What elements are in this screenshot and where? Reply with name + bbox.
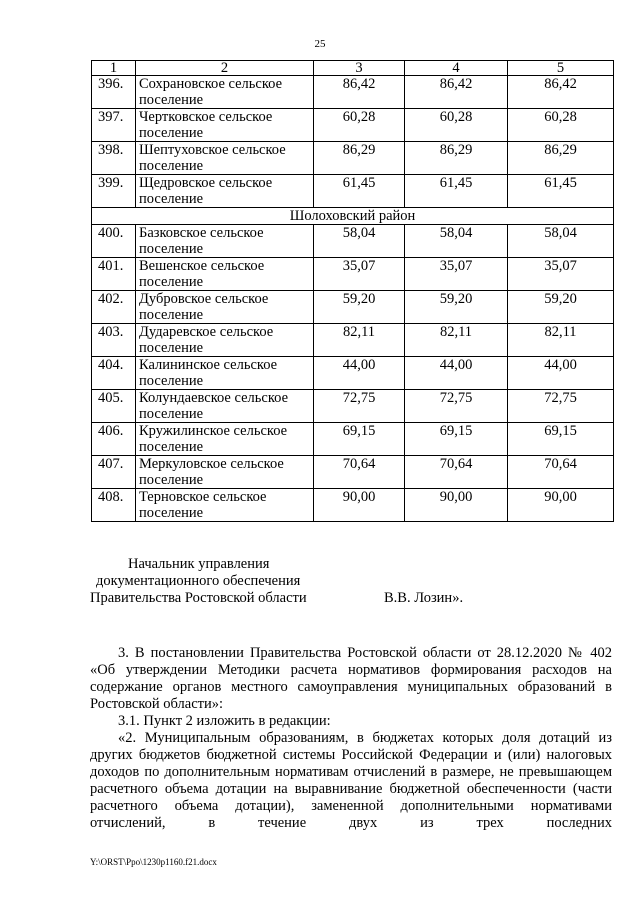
value-col5: 82,11 (508, 324, 614, 357)
settlement-name: Вешенское сельское поселение (136, 258, 314, 291)
value-col4: 69,15 (405, 423, 508, 456)
settlement-name: Сохрановское сельское поселение (136, 76, 314, 109)
table-row (92, 109, 614, 142)
table-row (92, 324, 614, 357)
table-row (92, 175, 614, 208)
settlement-name: Кружилинское сельское поселение (136, 423, 314, 456)
body-text (90, 645, 612, 832)
value-col3: 86,29 (314, 142, 405, 175)
value-col4: 35,07 (405, 258, 508, 291)
paragraph: «2. Муниципальным образованиям, в бюджетах которых доля дотаций из других бюджетов бюджетной системы Российской Федерации и (или) налоговых доходов по дополнительным нормативам отчислений в размере, не превышающем расчетного объема дотации на выравнивание бюджетной обеспеченности (части расчетного объема дотации), замененной дополнительными нормативами отчислений, в течение двух из трех последних (90, 730, 612, 831)
paragraph: 3.1. Пункт 2 изложить в редакции: (118, 713, 331, 729)
settlement-name: Калининское сельское поселение (136, 357, 314, 390)
value-col4: 60,28 (405, 109, 508, 142)
row-number: 405. (92, 390, 136, 423)
value-col5: 35,07 (508, 258, 614, 291)
value-col4: 86,29 (405, 142, 508, 175)
value-col3: 90,00 (314, 489, 405, 522)
row-number: 408. (92, 489, 136, 522)
row-number: 401. (92, 258, 136, 291)
value-col5: 61,45 (508, 175, 614, 208)
row-number: 406. (92, 423, 136, 456)
table-row (92, 142, 614, 175)
column-header: 1 (92, 61, 136, 76)
value-col3: 35,07 (314, 258, 405, 291)
settlement-name: Базковское сельское поселение (136, 225, 314, 258)
table-row (92, 456, 614, 489)
value-col3: 44,00 (314, 357, 405, 390)
value-col5: 59,20 (508, 291, 614, 324)
value-col5: 90,00 (508, 489, 614, 522)
table-header-row (92, 61, 614, 76)
value-col4: 58,04 (405, 225, 508, 258)
region-row (92, 208, 614, 225)
settlement-name: Шептуховское сельское поселение (136, 142, 314, 175)
row-number: 403. (92, 324, 136, 357)
normative-table (91, 60, 614, 522)
value-col3: 70,64 (314, 456, 405, 489)
column-header: 4 (405, 61, 508, 76)
table-row (92, 258, 614, 291)
row-number: 398. (92, 142, 136, 175)
value-col3: 82,11 (314, 324, 405, 357)
settlement-name: Щедровское сельское поселение (136, 175, 314, 208)
settlement-name: Дубровское сельское поселение (136, 291, 314, 324)
column-header: 5 (508, 61, 614, 76)
value-col5: 70,64 (508, 456, 614, 489)
value-col3: 72,75 (314, 390, 405, 423)
row-number: 400. (92, 225, 136, 258)
settlement-name: Терновское сельское поселение (136, 489, 314, 522)
page-number: 25 (314, 38, 326, 50)
row-number: 399. (92, 175, 136, 208)
value-col4: 86,42 (405, 76, 508, 109)
row-number: 407. (92, 456, 136, 489)
settlement-name: Меркуловское сельское поселение (136, 456, 314, 489)
row-number: 397. (92, 109, 136, 142)
value-col4: 82,11 (405, 324, 508, 357)
signature-title-line1: Начальник управления (128, 556, 270, 572)
signatory-name: В.В. Лозин». (384, 590, 464, 606)
signature-title-line2: документационного обеспечения (96, 573, 301, 589)
settlement-name: Чертковское сельское поселение (136, 109, 314, 142)
value-col5: 86,29 (508, 142, 614, 175)
value-col5: 58,04 (508, 225, 614, 258)
value-col4: 59,20 (405, 291, 508, 324)
column-header: 3 (314, 61, 405, 76)
value-col4: 90,00 (405, 489, 508, 522)
settlement-name: Колундаевское сельское поселение (136, 390, 314, 423)
value-col4: 70,64 (405, 456, 508, 489)
row-number: 404. (92, 357, 136, 390)
value-col5: 69,15 (508, 423, 614, 456)
value-col3: 61,45 (314, 175, 405, 208)
region-name: Шолоховский район (92, 208, 614, 225)
value-col4: 61,45 (405, 175, 508, 208)
value-col5: 60,28 (508, 109, 614, 142)
value-col4: 72,75 (405, 390, 508, 423)
column-header: 2 (136, 61, 314, 76)
value-col3: 69,15 (314, 423, 405, 456)
table-row (92, 225, 614, 258)
value-col4: 44,00 (405, 357, 508, 390)
table-row (92, 489, 614, 522)
value-col5: 72,75 (508, 390, 614, 423)
row-number: 396. (92, 76, 136, 109)
value-col3: 58,04 (314, 225, 405, 258)
row-number: 402. (92, 291, 136, 324)
value-col5: 44,00 (508, 357, 614, 390)
paragraph: 3. В постановлении Правительства Ростовской области от 28.12.2020 № 402 «Об утверждении Методики расчета нормативов формирования расходов на содержание органов местного самоуправления муниципальных образований в Ростовской области»: (90, 645, 612, 712)
value-col3: 59,20 (314, 291, 405, 324)
value-col5: 86,42 (508, 76, 614, 109)
table-row (92, 357, 614, 390)
table-row (92, 390, 614, 423)
table-row (92, 423, 614, 456)
table-row (92, 291, 614, 324)
table-row (92, 76, 614, 109)
value-col3: 86,42 (314, 76, 405, 109)
settlement-name: Дударевское сельское поселение (136, 324, 314, 357)
value-col3: 60,28 (314, 109, 405, 142)
signature-title-line3: Правительства Ростовской области (90, 590, 307, 606)
file-path-footer: Y:\ORST\Ppo\1230p1160.f21.docx (90, 857, 217, 867)
